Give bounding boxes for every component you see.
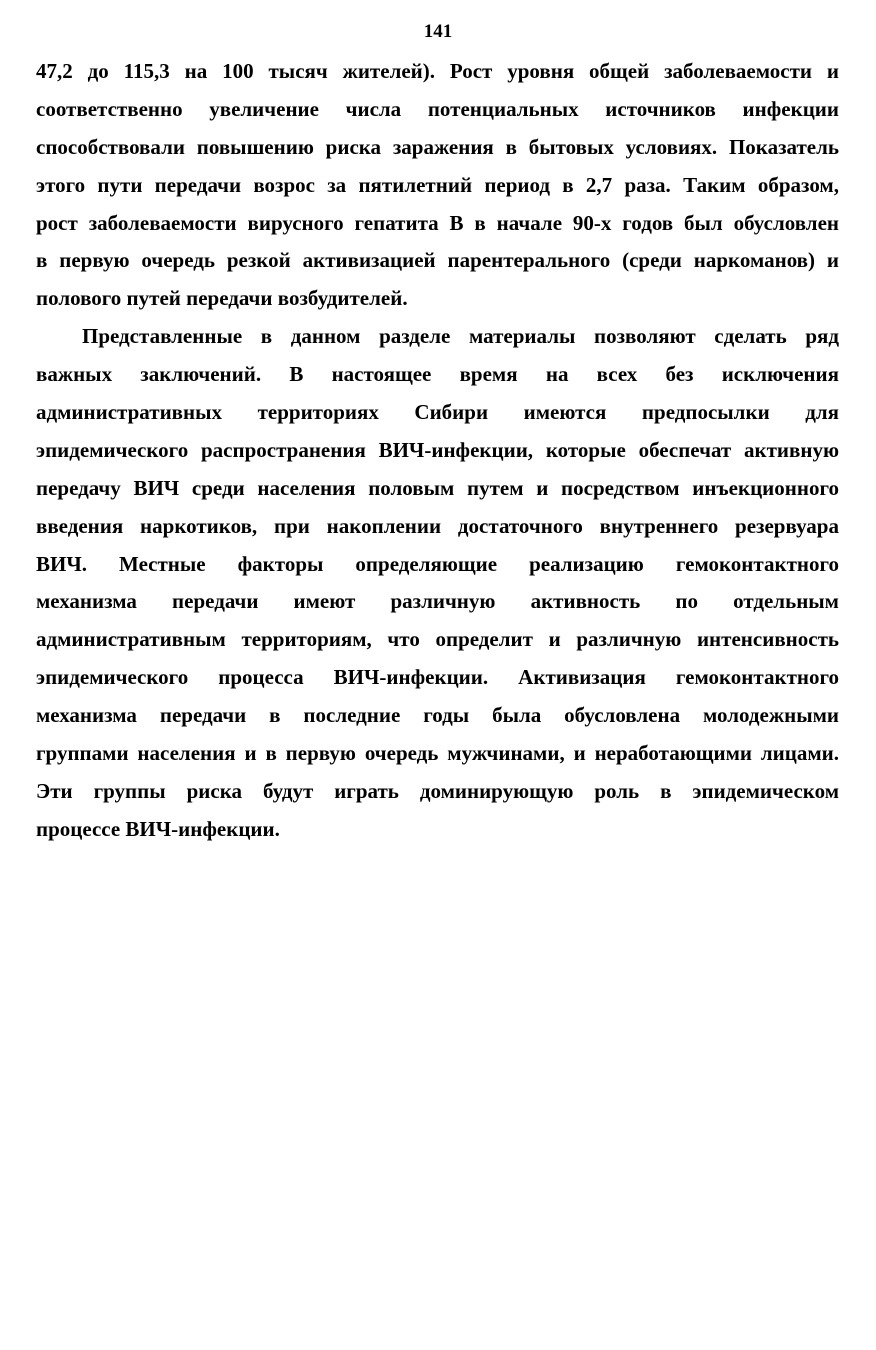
- text-line: способствовали повышению риска заражения в бытовых условиях. Показатель: [36, 134, 839, 159]
- page-number: 141: [423, 21, 453, 42]
- text-line: в первую очередь резкой активизацией парентерального (среди наркоманов) и: [36, 248, 839, 273]
- paragraph-2: [36, 318, 839, 848]
- text-line: ВИЧ. Местные факторы определяющие реализацию гемоконтактного: [36, 551, 839, 576]
- text-line: Эти группы риска будут играть доминирующую роль в эпидемическом: [36, 778, 839, 803]
- text-line: механизма передачи имеют различную активность по отдельным: [36, 589, 839, 614]
- text-line: передачу ВИЧ среди населения половым путем и посредством инъекционного: [36, 475, 839, 500]
- text-line: полового путей передачи возбудителей.: [36, 286, 408, 311]
- text-line: важных заключений. В настоящее время на всех без исключения: [36, 362, 839, 387]
- text-line: 47,2 до 115,3 на 100 тысяч жителей). Рост уровня общей заболеваемости и: [36, 59, 839, 83]
- text-line: Представленные в данном разделе материалы позволяют сделать ряд: [82, 324, 839, 349]
- text-line: введения наркотиков, при накоплении достаточного внутреннего резервуара: [36, 513, 839, 538]
- text-line: административным территориям, что определит и различную интенсивность: [36, 627, 839, 652]
- text-line: группами населения и в первую очередь мужчинами, и неработающими лицами.: [36, 741, 839, 766]
- text-line: этого пути передачи возрос за пятилетний период в 2,7 раза. Таким образом,: [36, 172, 839, 197]
- text-line: соответственно увеличение числа потенциальных источников инфекции: [36, 96, 839, 121]
- text-line: эпидемического распространения ВИЧ-инфекции, которые обеспечат активную: [36, 437, 839, 462]
- text-line: эпидемического процесса ВИЧ-инфекции. Активизация гемоконтактного: [36, 665, 839, 690]
- text-line: механизма передачи в последние годы была обусловлена молодежными: [36, 703, 839, 728]
- text-line: рост заболеваемости вирусного гепатита В в начале 90-х годов был обусловлен: [36, 210, 839, 235]
- paragraph-1: [36, 53, 839, 318]
- text-line: процессе ВИЧ-инфекции.: [36, 816, 280, 841]
- body-text: [36, 53, 839, 849]
- text-line: административных территориях Сибири имеются предпосылки для: [36, 400, 839, 425]
